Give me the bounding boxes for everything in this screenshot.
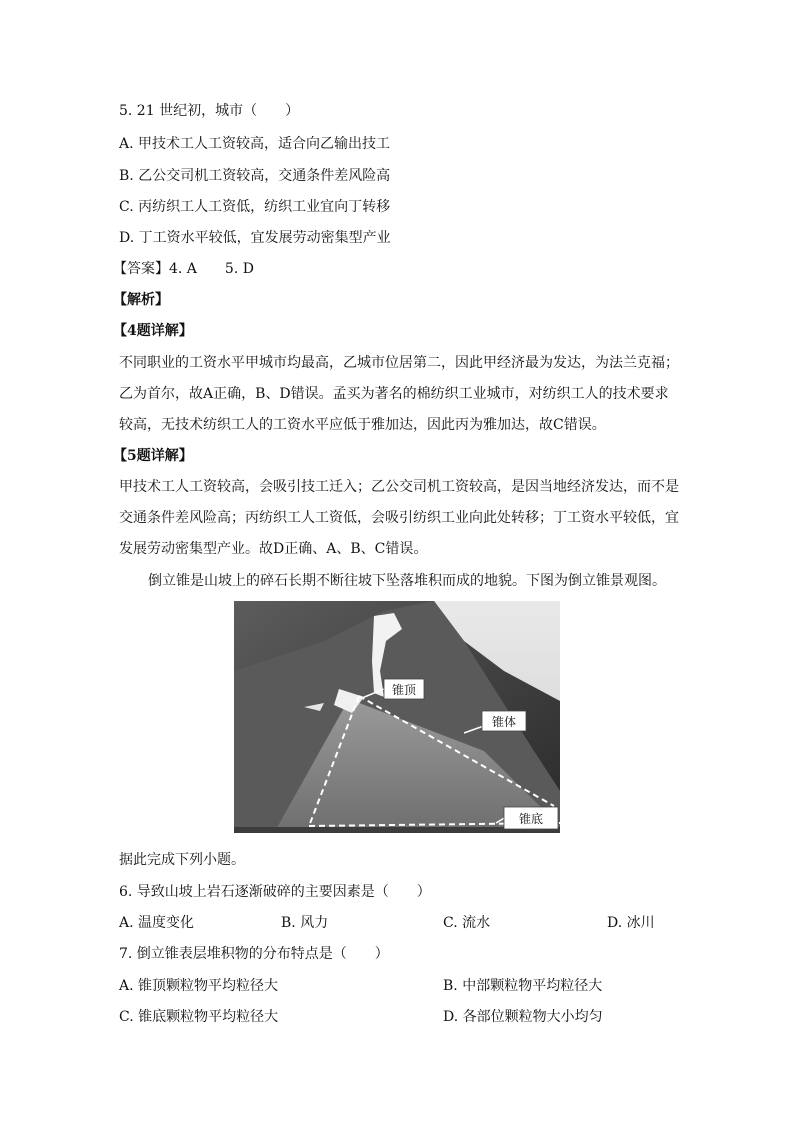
q6-option-c: C. 流水	[443, 915, 491, 931]
q7-stem: 7. 倒立锥表层堆积物的分布特点是（ ）	[119, 946, 389, 962]
q6-stem: 6. 导致山坡上岩石逐渐破碎的主要因素是（ ）	[119, 884, 431, 900]
q5-detail-line-1: 甲技术工人工资较高，会吸引技工迁入；乙公交司机工资较高，是因当地经济发达，而不是	[119, 479, 679, 495]
q7-option-a: A. 锥顶颗粒物平均粒径大	[119, 978, 279, 994]
label-cone-base: 锥底	[518, 812, 544, 826]
analysis-label: 【解析】	[113, 292, 169, 308]
q6-option-a: A. 温度变化	[119, 915, 195, 931]
intro-paragraph: 倒立锥是山坡上的碎石长期不断往坡下坠落堆积而成的地貌。下图为倒立锥景观图。	[148, 573, 666, 589]
q5-detail-line-2: 交通条件差风险高；丙纺织工人工资低，会吸引纺织工业向此处转移；丁工资水平较低，宜	[119, 510, 679, 526]
q5-detail-label: 【5题详解】	[113, 448, 193, 464]
q6-option-b: B. 风力	[281, 915, 329, 931]
q5-option-b: B. 乙公交司机工资较高，交通条件差风险高	[119, 168, 391, 184]
q5-detail-line-3: 发展劳动密集型产业。故D正确、A、B、C错误。	[119, 541, 428, 557]
q4-detail-label: 【4题详解】	[113, 323, 193, 339]
q6-option-d: D. 冰川	[607, 915, 655, 931]
label-cone-top: 锥顶	[391, 683, 417, 697]
q5-option-c: C. 丙纺织工人工资低，纺织工业宜向丁转移	[119, 199, 391, 215]
answer-line: 【答案】4. A 5. D	[113, 261, 254, 277]
q4-detail-line-2: 乙为首尔，故A正确，B、D错误。孟买为著名的棉纺织工业城市，对纺织工人的技术要求	[119, 386, 669, 402]
label-cone-body: 锥体	[491, 715, 517, 729]
q7-option-b: B. 中部颗粒物平均粒径大	[443, 978, 603, 994]
inverted-cone-photo	[234, 601, 560, 833]
q4-detail-line-3: 较高，无技术纺织工人的工资水平应低于雅加达，因此丙为雅加达，故C错误。	[119, 417, 606, 433]
q5-option-d: D. 丁工资水平较低，宜发展劳动密集型产业	[119, 230, 391, 246]
q5-stem: 5. 21 世纪初，城市（ ）	[119, 103, 300, 119]
q5-option-a: A. 甲技术工人工资较高，适合向乙输出技工	[119, 136, 391, 152]
q4-detail-line-1: 不同职业的工资水平甲城市均最高，乙城市位居第二，因此甲经济最为发达，为法兰克福；	[119, 355, 679, 371]
q7-option-d: D. 各部位颗粒物大小均匀	[443, 1009, 603, 1025]
after-figure-text: 据此完成下列小题。	[119, 852, 245, 868]
q7-option-c: C. 锥底颗粒物平均粒径大	[119, 1009, 279, 1025]
